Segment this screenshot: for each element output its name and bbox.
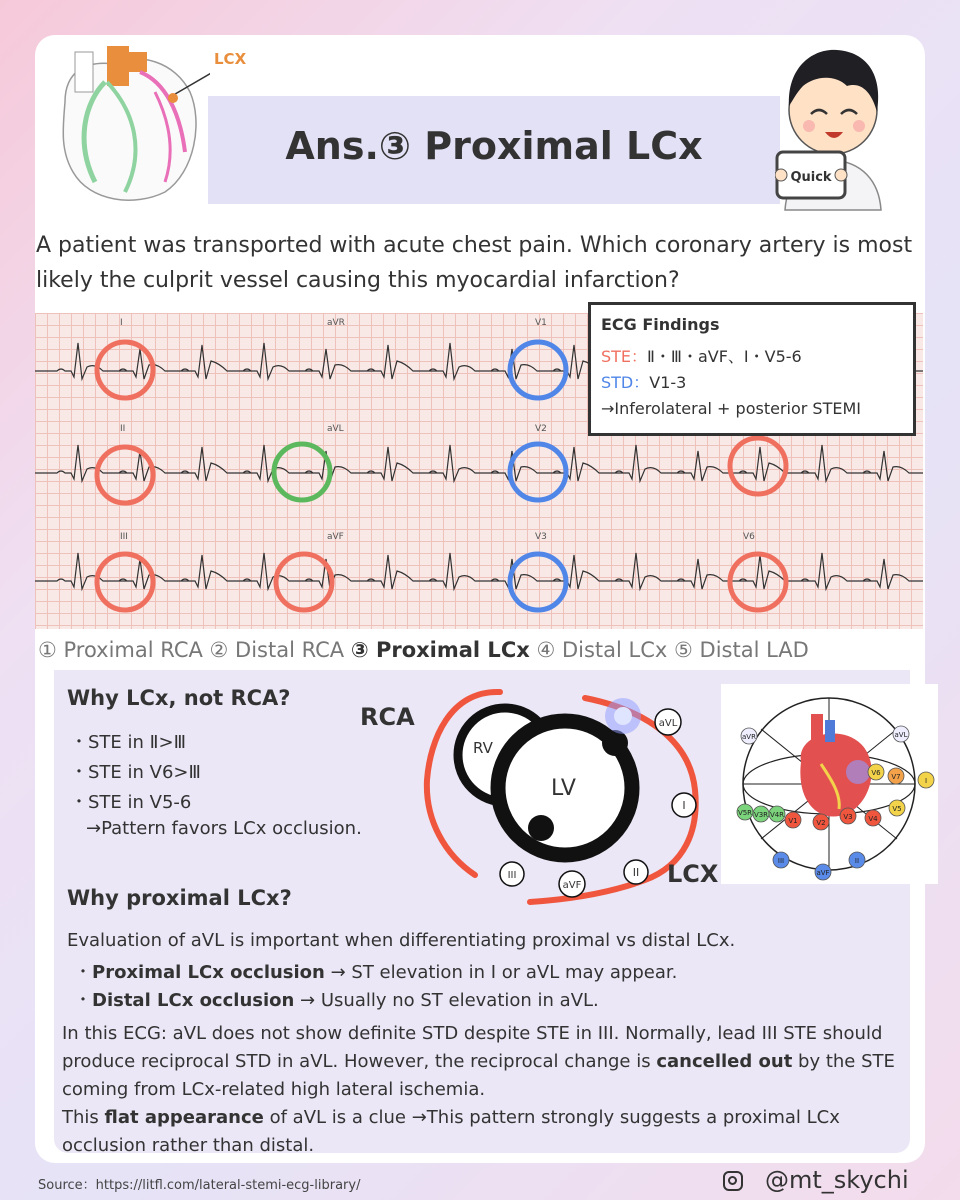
findings-conclusion: →Inferolateral + posterior STEMI (601, 399, 861, 418)
avl-lead-label: aVL (658, 718, 678, 729)
lcx-callout-label: LCX (214, 50, 247, 68)
doctor-character (775, 40, 890, 212)
why-lcx-heading: Why LCx, not RCA? (67, 686, 291, 710)
std-value: V1-3 (649, 373, 687, 392)
tablet-label: Quick (790, 170, 832, 185)
ecg-lead-label: aVR (327, 318, 345, 328)
instagram-icon (723, 1171, 743, 1191)
ecg-lead-label: I (120, 318, 123, 328)
author-handle: @mt_skychi (765, 1166, 909, 1194)
ecg-trace-row-2 (35, 445, 923, 481)
option-5: ⑤ Distal LAD (674, 638, 809, 662)
axis-node-label: aVL (894, 731, 908, 739)
axis-node-label: I (924, 777, 928, 785)
axis-node-label: V5R (737, 809, 753, 817)
std-label: STD： (601, 373, 650, 392)
ste-value: Ⅱ・Ⅲ・aVF、Ⅰ・V5-6 (647, 347, 802, 366)
axis-node-label: aVR (742, 733, 756, 741)
axis-node-label: aVF (816, 869, 830, 877)
lcx-label: LCX (667, 860, 719, 888)
ecg-lead-label: III (120, 532, 128, 542)
ecg-lead-label: II (120, 424, 126, 434)
distal-occlusion-text: → Usually no ST elevation in aVL. (294, 990, 599, 1011)
heart-illustration (45, 42, 210, 207)
proximal-occlusion-line: ・Proximal LCx occlusion → ST elevation in I or aVL may appear. (74, 962, 678, 983)
axis-node-label: V3R (753, 811, 769, 819)
axis-node-label: V1 (788, 817, 798, 825)
source-citation: Source：https://litfl.com/lateral-stemi-ecg-library/ (38, 1178, 361, 1193)
ecg-lead-label: V6 (743, 532, 755, 542)
explanation-p2-end: of aVL is a clue →This pattern strongly suggests a proximal LCx occlusion rather than distal. (62, 1107, 840, 1156)
findings-heading: ECG Findings (601, 315, 720, 334)
distal-occlusion-bold: Distal LCx occlusion (92, 990, 295, 1011)
axis-node-label: II (854, 857, 860, 865)
i-lead-label: I (682, 799, 686, 812)
iii-lead-label: III (507, 870, 517, 881)
answer-options (38, 638, 918, 662)
proximal-occlusion-bold: Proximal LCx occlusion (92, 962, 325, 983)
explanation-p1-bold: cancelled out (656, 1051, 793, 1072)
explanation-p1: In this ECG: aVL does not show definite STD despite STE in III. Normally, lead III STE should produce reciprocal STD in aVL. However, the reciprocal change is (62, 1023, 883, 1072)
axis-node-label: V7 (891, 773, 901, 781)
explanation-p1-end: by the STE coming from LCx-related high lateral ischemia. (62, 1051, 895, 1100)
explanation-p2-bold: flat appearance (104, 1107, 264, 1128)
axis-node-label: V6 (871, 769, 881, 777)
option-4: ④ Distal LCx (536, 638, 668, 662)
option-2: ② Distal RCA (209, 638, 345, 662)
ste-label: STE： (601, 347, 648, 366)
rca-label: RCA (360, 703, 415, 731)
ecg-lead-label: aVF (327, 532, 344, 542)
why-proximal-heading: Why proximal LCx? (67, 886, 292, 910)
why-lcx-conclusion: →Pattern favors LCx occlusion. (86, 818, 362, 839)
distal-occlusion-line: ・Distal LCx occlusion → Usually no ST elevation in aVL. (74, 990, 599, 1011)
proximal-occlusion-text: → ST elevation in I or aVL may appear. (324, 962, 678, 983)
axis-node-label: V3 (843, 813, 853, 821)
explanation-p2-start: This (62, 1107, 105, 1128)
ecg-lead-label: aVL (327, 424, 344, 434)
ecg-lead-label: V2 (535, 424, 547, 434)
ecg-lead-label: V1 (535, 318, 547, 328)
lv-label: LV (551, 776, 576, 801)
rv-label: RV (473, 739, 493, 757)
axis-node-label: V4R (769, 811, 785, 819)
findings-std-line (601, 370, 903, 396)
lead-axis-sphere (721, 684, 938, 884)
ecg-findings-box (588, 302, 916, 436)
ii-lead-label: II (632, 866, 640, 879)
why-lcx-bullet-1: ・STE in Ⅱ>Ⅲ (70, 732, 186, 753)
why-proximal-intro: Evaluation of aVL is important when differentiating proximal vs distal LCx. (67, 930, 736, 951)
why-lcx-bullet-2: ・STE in V6>Ⅲ (70, 762, 201, 783)
axis-occlusion-glow-icon (846, 760, 870, 784)
findings-ste-line (601, 344, 903, 370)
axis-node-label: III (777, 857, 785, 865)
why-lcx-bullet-3: ・STE in V5-6 (70, 792, 192, 813)
ecg-explanation-paragraph (62, 1020, 910, 1160)
page-title: Ans.③ Proximal LCx (285, 124, 703, 168)
ecg-trace-row-3 (35, 553, 923, 589)
axis-node-label: V5 (892, 805, 902, 813)
cross-section-diagram (355, 680, 725, 912)
option-3-correct: ③ Proximal LCx (350, 638, 530, 662)
axis-node-label: V4 (868, 815, 878, 823)
ecg-lead-label: V3 (535, 532, 547, 542)
axis-node-label: V2 (816, 819, 826, 827)
avf-lead-label: aVF (562, 880, 582, 891)
question-text: A patient was transported with acute chest pain. Which coronary artery is most likely the culprit vessel causing this myocardial infarction? (36, 233, 913, 293)
option-1: ① Proximal RCA (38, 638, 203, 662)
